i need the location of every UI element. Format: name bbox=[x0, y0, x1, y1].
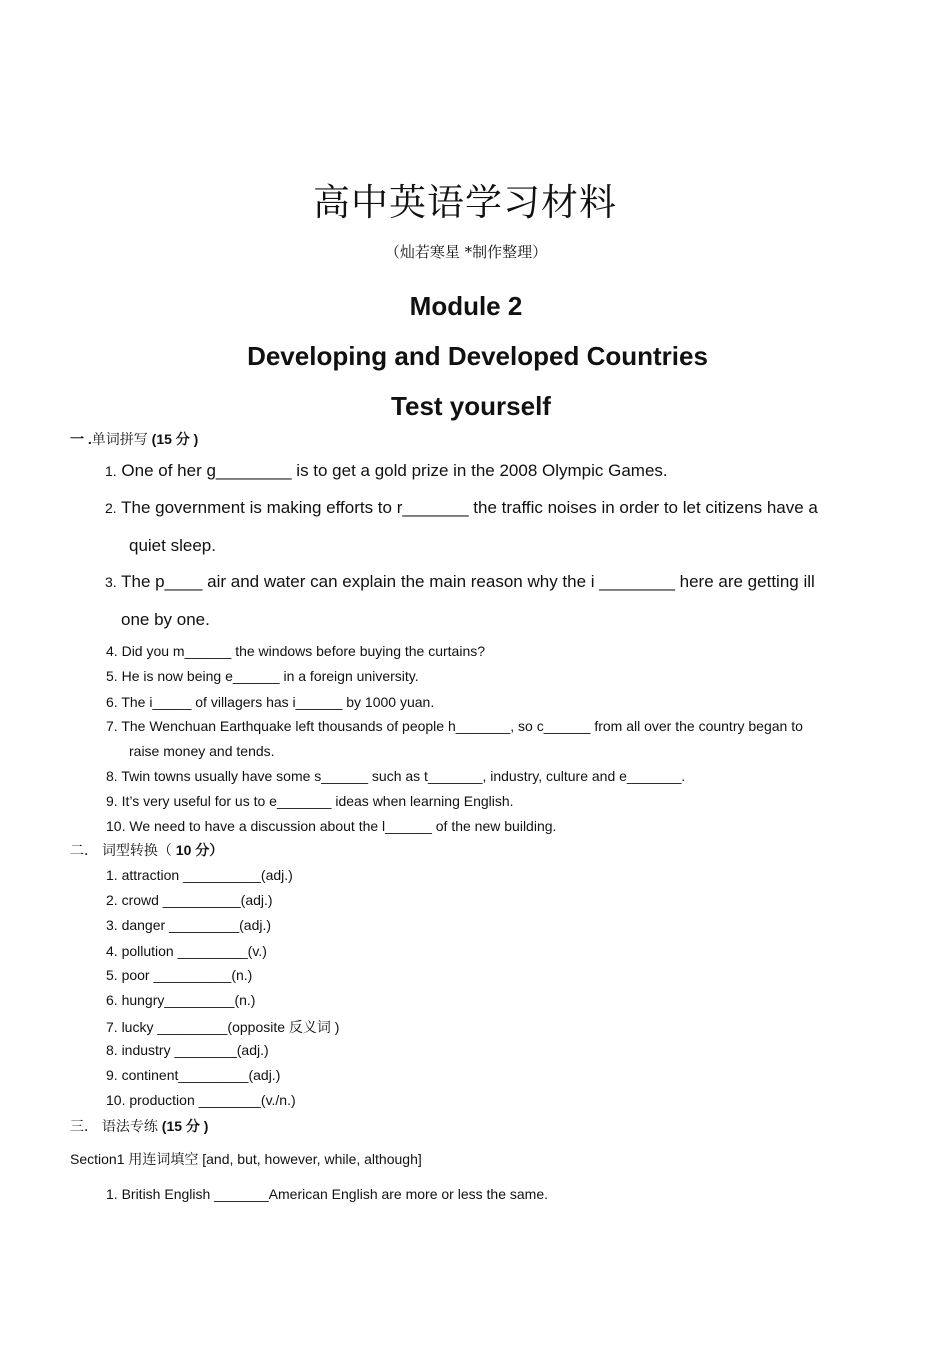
list-item: 5. poor __________(n.) bbox=[106, 967, 253, 983]
item-number: 2. bbox=[105, 500, 117, 516]
item-number: 1. bbox=[105, 463, 117, 479]
subsection-label: Section1 用连词填空 [and, but, however, while, although] bbox=[70, 1151, 422, 1167]
item-text: The Wenchuan Earthquake left thousands of people h_______, so c______ from all over the country began to bbox=[121, 718, 803, 734]
list-item: 6. hungry_________(n.) bbox=[106, 992, 256, 1008]
section-3-score: (15 分 ) bbox=[161, 1118, 209, 1134]
list-item bbox=[106, 668, 419, 684]
item-text: The government is making efforts to r_______ the traffic noises in order to let citizens have a bbox=[121, 498, 818, 517]
list-item bbox=[105, 572, 815, 592]
list-item bbox=[106, 768, 685, 784]
section-1-label: 单词拼写 bbox=[91, 431, 148, 447]
list-item: 2. crowd __________(adj.) bbox=[106, 892, 273, 908]
section-2-prefix: 二． bbox=[70, 842, 98, 858]
list-item: 1. British English _______American English are more or less the same. bbox=[106, 1186, 548, 1202]
item-text: The p____ air and water can explain the main reason why the i ________ here are getting ill bbox=[121, 572, 815, 591]
item-number: 3. bbox=[105, 574, 117, 590]
item-number: 10. bbox=[106, 818, 126, 834]
unit-heading: Developing and Developed Countries bbox=[247, 341, 708, 371]
test-heading: Test yourself bbox=[391, 391, 551, 421]
list-item bbox=[106, 694, 434, 710]
section-3-heading bbox=[70, 1116, 208, 1136]
item-number: 9. bbox=[106, 793, 118, 809]
list-item bbox=[105, 498, 818, 518]
item-number: 5. bbox=[106, 668, 118, 684]
section-2-heading bbox=[70, 840, 223, 860]
list-item bbox=[106, 643, 485, 659]
item-text: Twin towns usually have some s______ such as t_______, industry, culture and e_______. bbox=[121, 768, 686, 784]
item-number: 4. bbox=[106, 643, 118, 659]
list-item bbox=[106, 718, 803, 734]
item-continuation: one by one. bbox=[121, 610, 210, 629]
list-item: 9. continent_________(adj.) bbox=[106, 1067, 281, 1083]
list-item bbox=[106, 793, 514, 809]
list-item: 3. danger _________(adj.) bbox=[106, 917, 272, 933]
document-subtitle: （灿若寒星 *制作整理） bbox=[384, 243, 548, 261]
item-text: We need to have a discussion about the l______ of the new building. bbox=[129, 818, 557, 834]
list-item: 7. lucky _________(opposite 反义词 ) bbox=[106, 1019, 340, 1035]
item-text: The i_____ of villagers has i______ by 1000 yuan. bbox=[121, 694, 435, 710]
section-2-score: 10 分） bbox=[175, 842, 224, 858]
item-text: One of her g________ is to get a gold prize in the 2008 Olympic Games. bbox=[121, 461, 668, 480]
item-continuation: quiet sleep. bbox=[129, 536, 216, 555]
list-item bbox=[106, 818, 556, 834]
section-1-heading bbox=[70, 429, 198, 449]
item-text: It’s very useful for us to e_______ ideas when learning English. bbox=[121, 793, 514, 809]
list-item: 4. pollution _________(v.) bbox=[106, 943, 267, 959]
section-1-prefix: 一 . bbox=[70, 431, 92, 447]
item-number: 8. bbox=[106, 768, 118, 784]
item-number: 7. bbox=[106, 718, 118, 734]
document-title: 高中英语学习材料 bbox=[313, 181, 617, 224]
module-heading: Module 2 bbox=[409, 291, 523, 321]
list-item: 1. attraction __________(adj.) bbox=[106, 867, 293, 883]
list-item bbox=[105, 461, 668, 481]
item-text: He is now being e______ in a foreign university. bbox=[121, 668, 419, 684]
item-number: 6. bbox=[106, 694, 118, 710]
section-1-score: (15 分 ) bbox=[151, 431, 199, 447]
section-3-label: 语法专练 bbox=[101, 1118, 158, 1134]
section-2-label: 词型转换（ bbox=[101, 842, 172, 858]
item-text: Did you m______ the windows before buying the curtains? bbox=[121, 643, 486, 659]
list-item: 8. industry ________(adj.) bbox=[106, 1042, 269, 1058]
list-item: 10. production ________(v./n.) bbox=[106, 1092, 296, 1108]
section-3-prefix: 三． bbox=[70, 1118, 98, 1134]
item-continuation: raise money and tends. bbox=[129, 743, 275, 759]
